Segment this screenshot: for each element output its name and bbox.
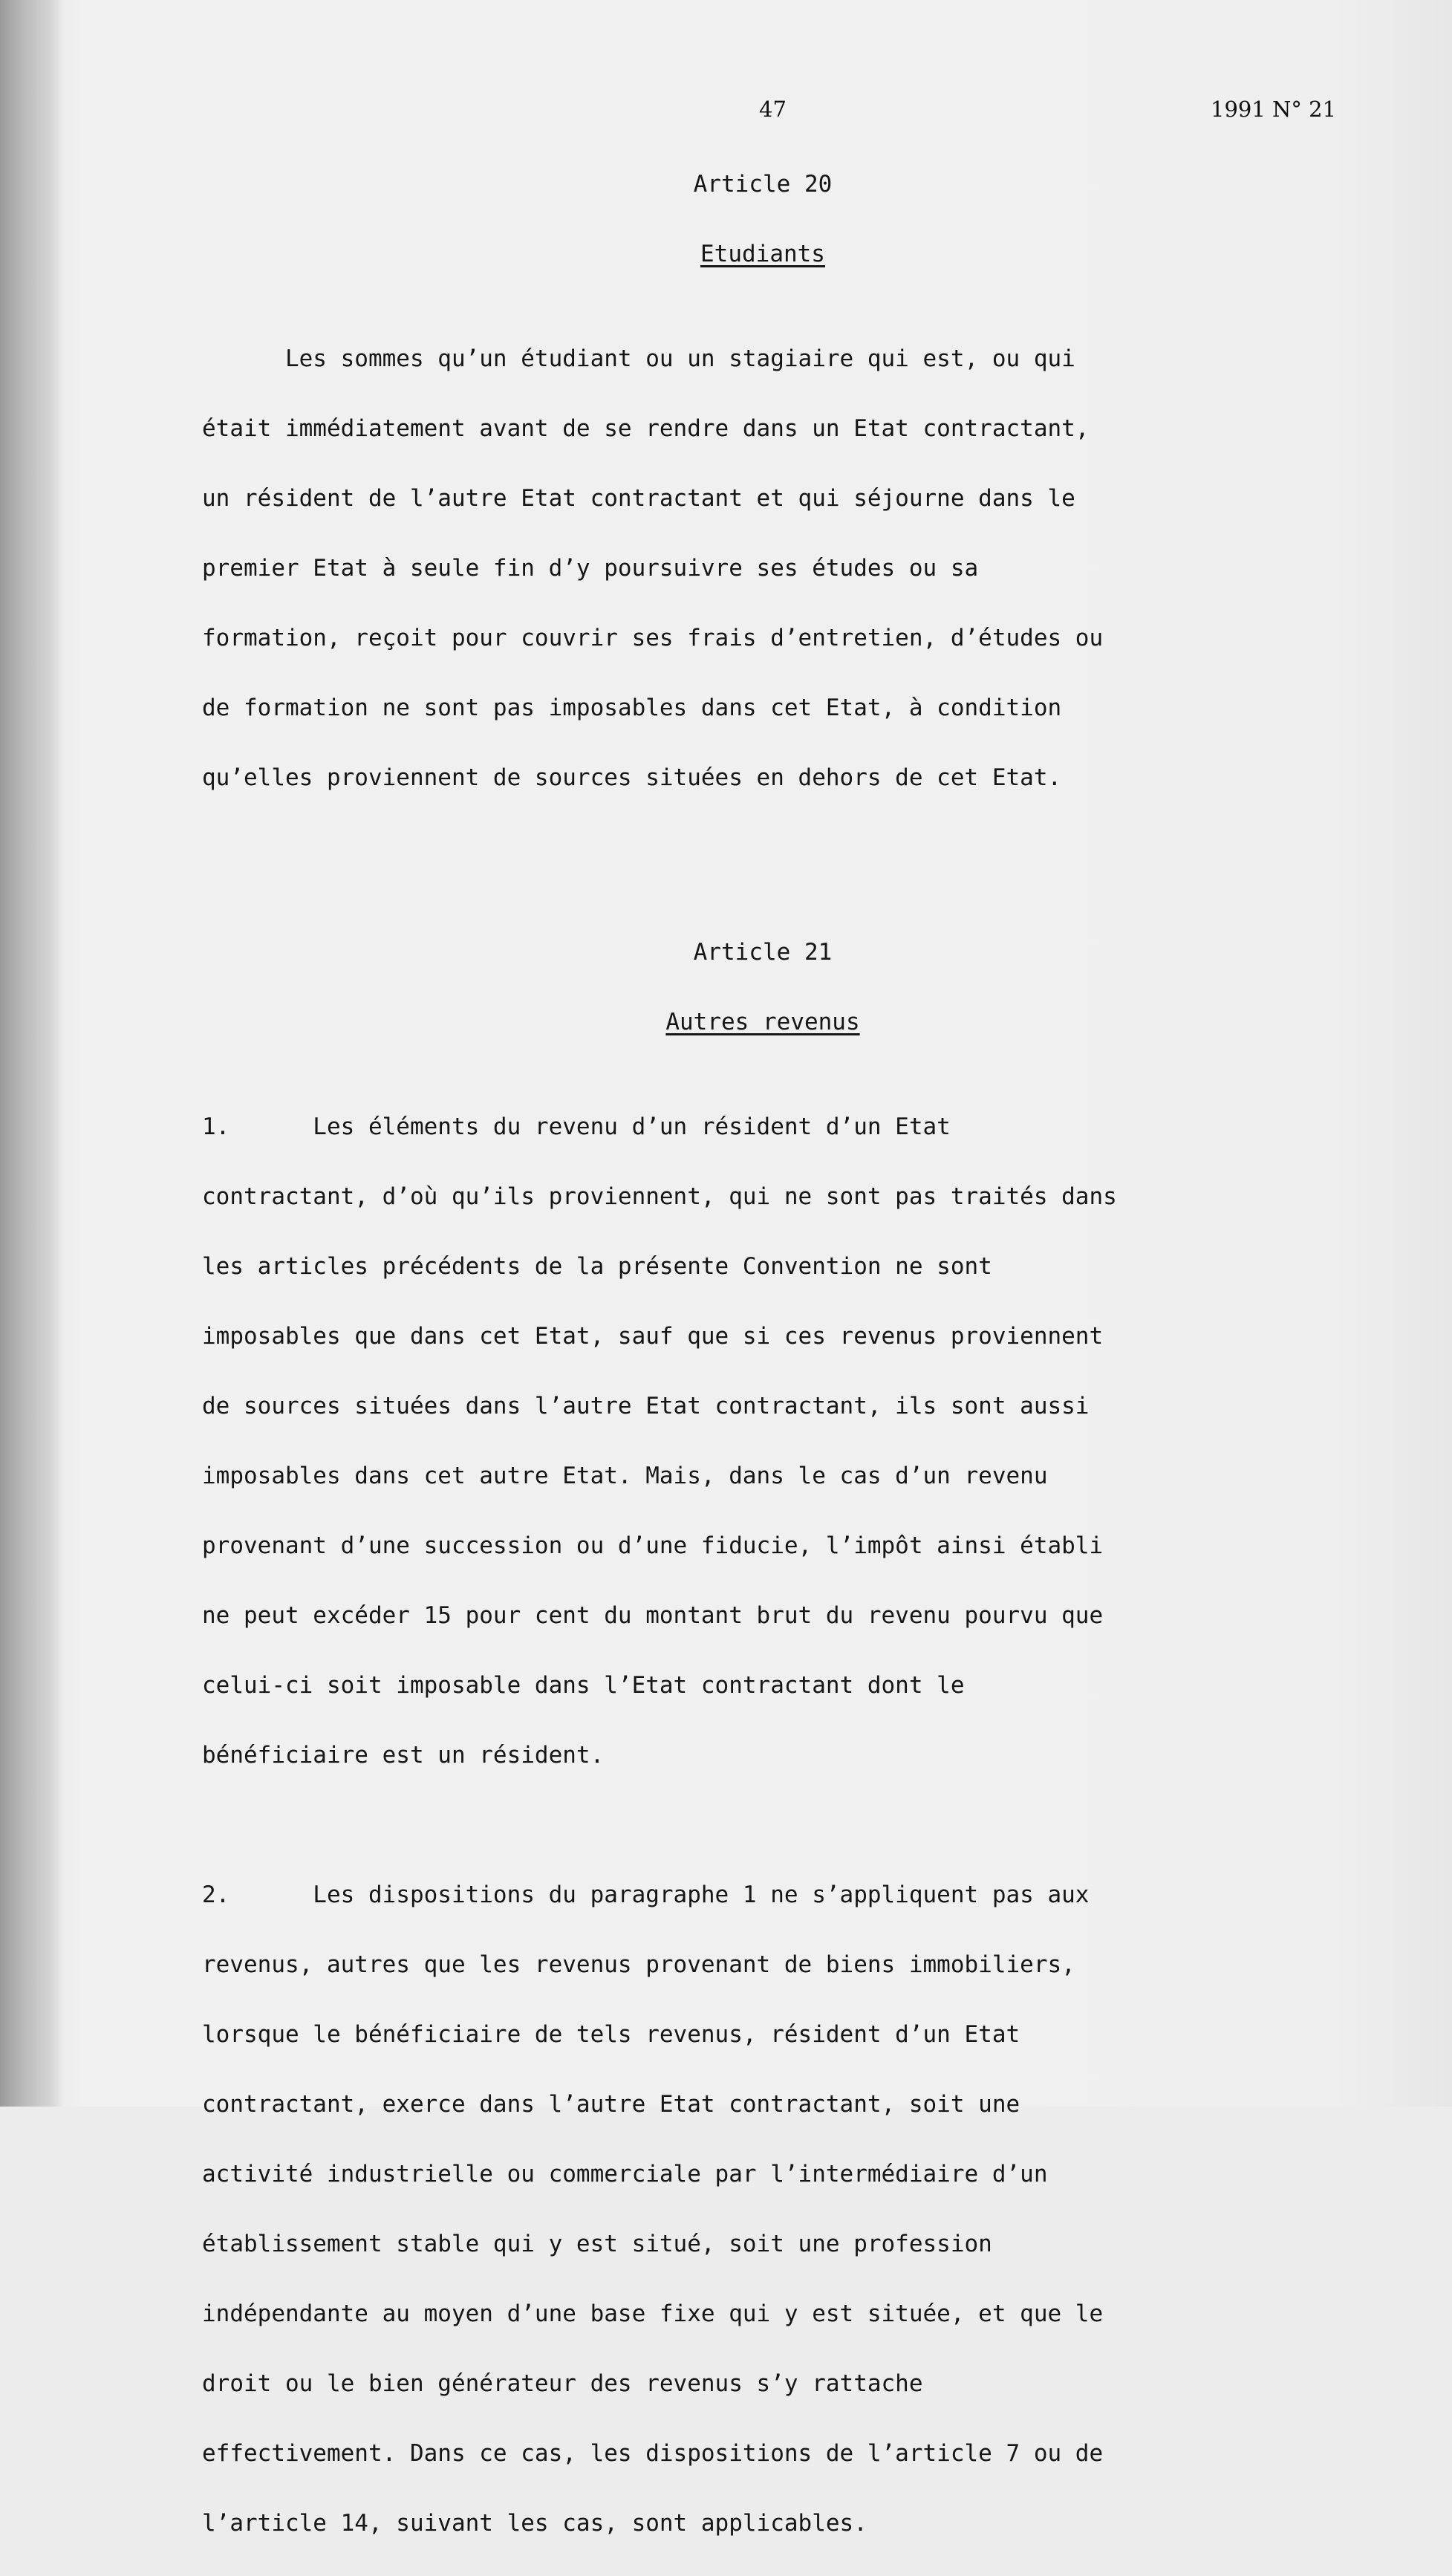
page-number: 47 [759, 97, 787, 122]
text-line: l’article 14, suivant les cas, sont applicables. [202, 2510, 867, 2537]
text-line: Les sommes qu’un étudiant ou un stagiaire qui est, ou qui [202, 345, 1075, 372]
text-line: de formation ne sont pas imposables dans cet Etat, à condition [202, 695, 1062, 721]
text-line: activité industrielle ou commerciale par l’intermédiaire d’un [202, 2161, 1048, 2188]
text-line: imposables que dans cet Etat, sauf que si ces revenus proviennent [202, 1323, 1104, 1350]
text-line: de sources situées dans l’autre Etat contractant, ils sont aussi [202, 1393, 1090, 1419]
text-line: provenant d’une succession ou d’une fiducie, l’impôt ainsi établi [202, 1532, 1104, 1559]
article-heading: Article 20 [693, 171, 833, 198]
page-header [0, 97, 1452, 134]
binding-shadow [0, 0, 64, 2107]
text-line: imposables dans cet autre Etat. Mais, dans le cas d’un revenu [202, 1463, 1048, 1489]
text-line: ne peut excéder 15 pour cent du montant brut du revenu pourvu que [202, 1602, 1104, 1629]
article-heading: Article 21 [693, 939, 833, 966]
article-paragraph [202, 307, 1324, 830]
article-paragraph-2 [202, 1843, 1324, 2576]
text-line: revenus, autres que les revenus provenant de biens immobiliers, [202, 1951, 1075, 1978]
article-title: Etudiants [700, 241, 825, 267]
article-title: Autres revenus [665, 1009, 860, 1035]
text-line: bénéficiaire est un résident. [202, 1742, 605, 1769]
text-line: celui-ci soit imposable dans l’Etat contractant dont le [202, 1672, 965, 1699]
gazette-reference: 1991 N° 21 [1211, 97, 1337, 122]
text-line: les articles précédents de la présente Convention ne sont [202, 1253, 992, 1280]
text-line: lorsque le bénéficiaire de tels revenus, résident d’un Etat [202, 2021, 1020, 2048]
text-line: était immédiatement avant de se rendre dans un Etat contractant, [202, 415, 1090, 442]
text-line: premier Etat à seule fin d’y poursuivre ses études ou sa [202, 555, 979, 582]
article-paragraph-1 [202, 1075, 1324, 1808]
text-line: droit ou le bien générateur des revenus s’y rattache [202, 2370, 923, 2397]
article-20 [202, 167, 1324, 830]
text-line: contractant, d’où qu’ils proviennent, qui ne sont pas traités dans [202, 1183, 1117, 1210]
text-line: qu’elles proviennent de sources situées en dehors de cet Etat. [202, 764, 1062, 791]
text-line: formation, reçoit pour couvrir ses frais d’entretien, d’études ou [202, 625, 1104, 651]
text-line: contractant, exerce dans l’autre Etat contractant, soit une [202, 2091, 1020, 2118]
text-line: indépendante au moyen d’une base fixe qui y est située, et que le [202, 2300, 1104, 2327]
text-line: établissement stable qui y est situé, soit une profession [202, 2231, 992, 2257]
page-body [202, 167, 1324, 2576]
text-line: 1. Les éléments du revenu d’un résident d’un Etat [202, 1113, 951, 1140]
article-21 [202, 935, 1324, 2576]
text-line: 2. Les dispositions du paragraphe 1 ne s’appliquent pas aux [202, 1881, 1090, 1908]
text-line: un résident de l’autre Etat contractant et qui séjourne dans le [202, 485, 1075, 512]
text-line: effectivement. Dans ce cas, les dispositions de l’article 7 ou de [202, 2440, 1104, 2467]
